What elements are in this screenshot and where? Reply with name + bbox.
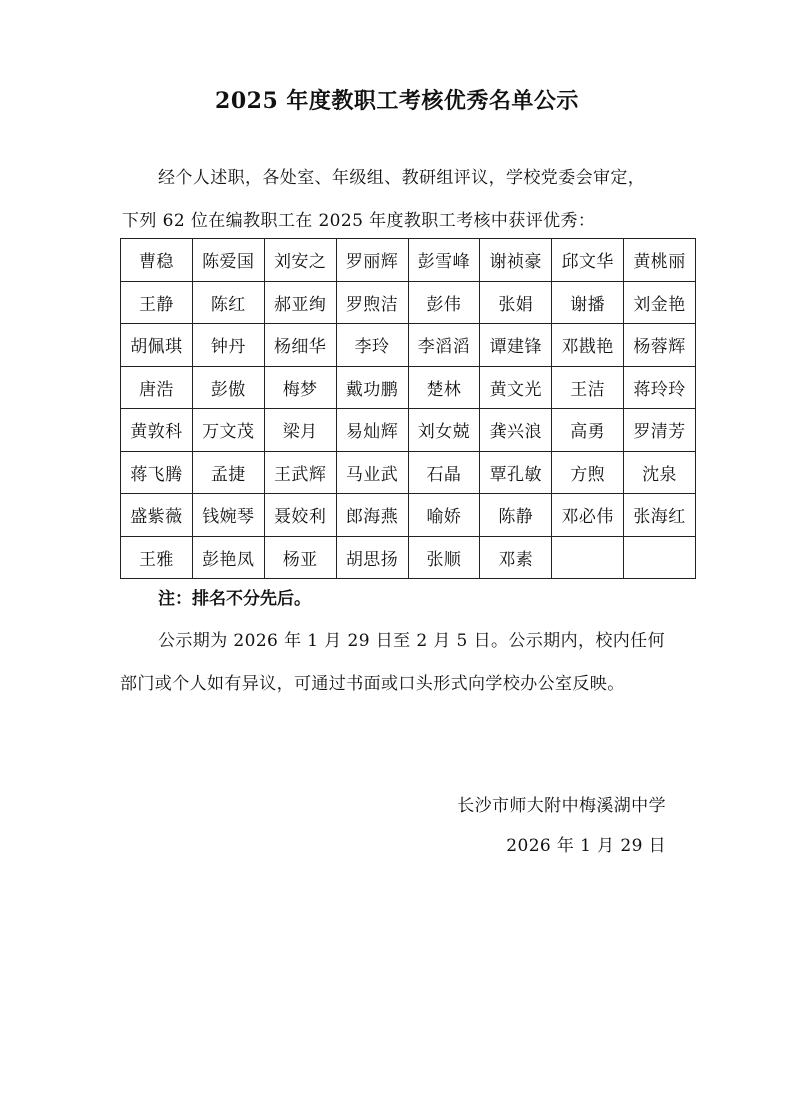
name-cell: 曹稳 <box>121 239 193 282</box>
table-row <box>121 536 696 579</box>
name-cell <box>552 536 624 579</box>
name-cell: 张娟 <box>480 281 552 324</box>
name-cell: 易灿辉 <box>336 409 408 452</box>
name-cell: 陈静 <box>480 494 552 537</box>
name-cell: 沈泉 <box>624 451 696 494</box>
table-row <box>121 366 696 409</box>
table-row <box>121 409 696 452</box>
name-cell: 高勇 <box>552 409 624 452</box>
name-cell: 郎海燕 <box>336 494 408 537</box>
name-cell: 谭建锋 <box>480 324 552 367</box>
table-row <box>121 494 696 537</box>
name-cell: 聂姣利 <box>264 494 336 537</box>
name-cell: 刘安之 <box>264 239 336 282</box>
name-cell: 马业武 <box>336 451 408 494</box>
name-cell: 王洁 <box>552 366 624 409</box>
name-cell: 李滔滔 <box>408 324 480 367</box>
ranking-note: 注：排名不分先后。 <box>158 589 311 609</box>
name-cell: 邓戡艳 <box>552 324 624 367</box>
intro-paragraph-line-2: 下列 62 位在编教职工在 2025 年度教职工考核中获评优秀： <box>122 211 596 231</box>
intro-paragraph-line-1: 经个人述职，各处室、年级组、教研组评议，学校党委会审定， <box>158 168 646 188</box>
name-cell: 唐浩 <box>121 366 193 409</box>
name-cell: 万文茂 <box>192 409 264 452</box>
name-cell: 梁月 <box>264 409 336 452</box>
names-table-body <box>121 239 696 579</box>
name-cell: 杨细华 <box>264 324 336 367</box>
name-cell: 王雅 <box>121 536 193 579</box>
name-cell: 彭雪峰 <box>408 239 480 282</box>
name-cell: 黄文光 <box>480 366 552 409</box>
name-cell: 胡思扬 <box>336 536 408 579</box>
name-cell: 楚林 <box>408 366 480 409</box>
name-cell: 邓必伟 <box>552 494 624 537</box>
name-cell: 彭伟 <box>408 281 480 324</box>
name-cell: 蒋玲玲 <box>624 366 696 409</box>
honoree-names-table <box>120 238 696 579</box>
name-cell: 刘金艳 <box>624 281 696 324</box>
name-cell: 张顺 <box>408 536 480 579</box>
name-cell: 石晶 <box>408 451 480 494</box>
name-cell: 罗清芳 <box>624 409 696 452</box>
name-cell: 罗丽辉 <box>336 239 408 282</box>
name-cell <box>624 536 696 579</box>
name-cell: 杨亚 <box>264 536 336 579</box>
name-cell: 谢播 <box>552 281 624 324</box>
name-cell: 钱婉琴 <box>192 494 264 537</box>
name-cell: 胡佩琪 <box>121 324 193 367</box>
name-cell: 邓素 <box>480 536 552 579</box>
name-cell: 郝亚绚 <box>264 281 336 324</box>
name-cell: 戴功鹏 <box>336 366 408 409</box>
name-cell: 喻娇 <box>408 494 480 537</box>
name-cell: 梅梦 <box>264 366 336 409</box>
name-cell: 彭艳凤 <box>192 536 264 579</box>
name-cell: 黄桃丽 <box>624 239 696 282</box>
name-cell: 张海红 <box>624 494 696 537</box>
notice-paragraph-line-1: 公示期为 2026 年 1 月 29 日至 2 月 5 日。公示期内，校内任何 <box>158 631 665 651</box>
notice-paragraph-line-2: 部门或个人如有异议，可通过书面或口头形式向学校办公室反映。 <box>120 674 625 694</box>
name-cell: 刘女兢 <box>408 409 480 452</box>
name-cell: 陈爱国 <box>192 239 264 282</box>
name-cell: 王静 <box>121 281 193 324</box>
name-cell: 陈红 <box>192 281 264 324</box>
name-cell: 钟丹 <box>192 324 264 367</box>
table-row <box>121 451 696 494</box>
name-cell: 李玲 <box>336 324 408 367</box>
name-cell: 罗煦洁 <box>336 281 408 324</box>
signature-organization: 长沙市师大附中梅溪湖中学 <box>457 796 666 816</box>
table-row <box>121 324 696 367</box>
name-cell: 黄敦科 <box>121 409 193 452</box>
name-cell: 邱文华 <box>552 239 624 282</box>
name-cell: 王武辉 <box>264 451 336 494</box>
name-cell: 盛紫薇 <box>121 494 193 537</box>
name-cell: 覃孔敏 <box>480 451 552 494</box>
name-cell: 龚兴浪 <box>480 409 552 452</box>
name-cell: 蒋飞腾 <box>121 451 193 494</box>
signature-date: 2026 年 1 月 29 日 <box>506 836 666 856</box>
table-row <box>121 239 696 282</box>
name-cell: 孟捷 <box>192 451 264 494</box>
table-row <box>121 281 696 324</box>
name-cell: 彭傲 <box>192 366 264 409</box>
document-title: 2025 年度教职工考核优秀名单公示 <box>215 88 579 114</box>
name-cell: 杨蓉辉 <box>624 324 696 367</box>
name-cell: 方煦 <box>552 451 624 494</box>
name-cell: 谢祯豪 <box>480 239 552 282</box>
